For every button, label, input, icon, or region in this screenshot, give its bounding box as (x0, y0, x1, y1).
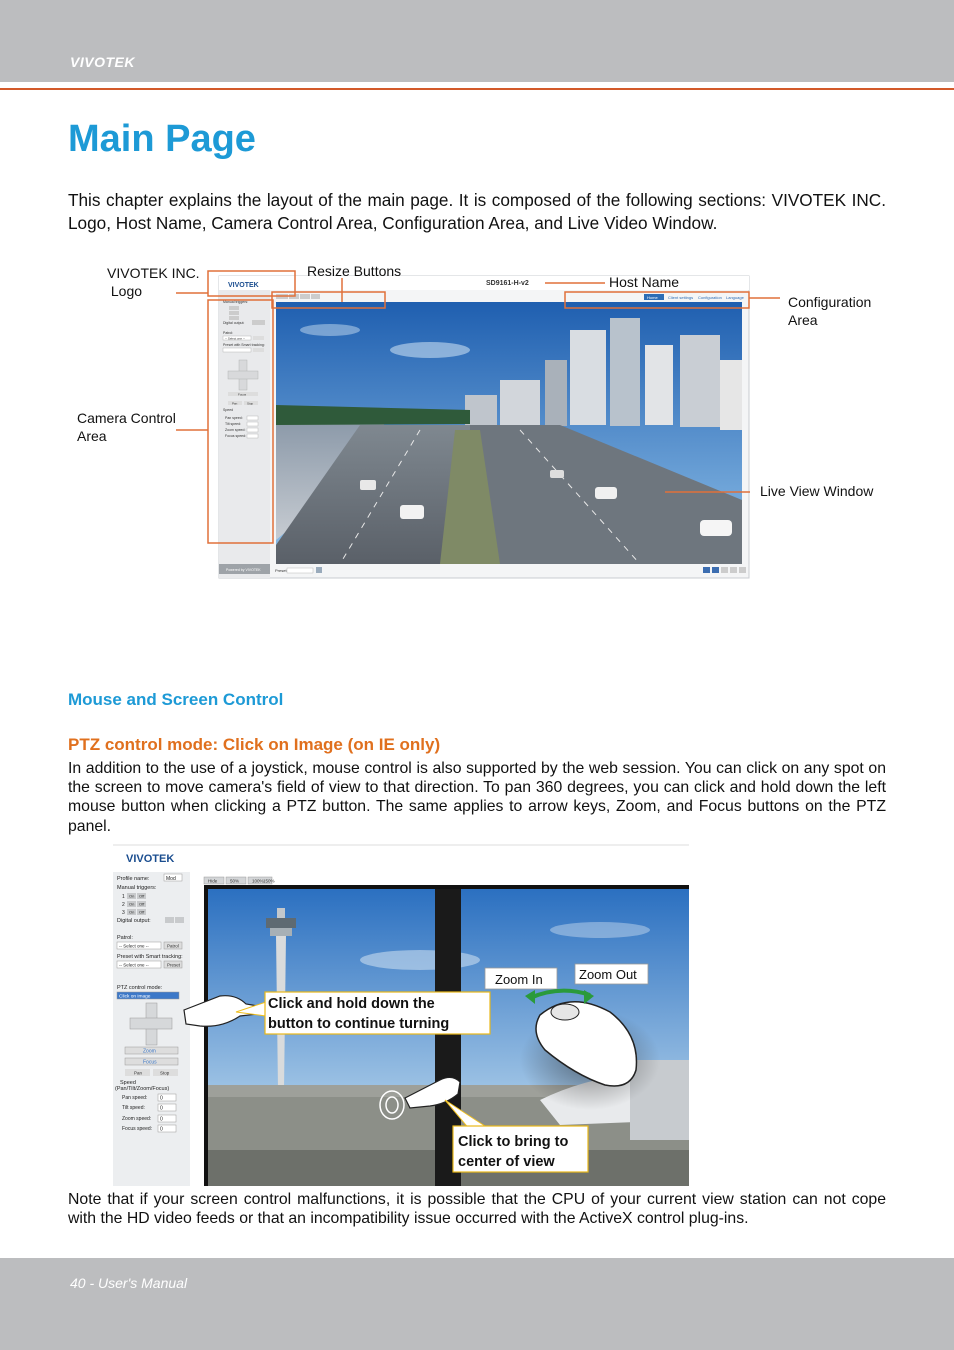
fig2-profile-value: Mod (166, 876, 176, 882)
fig2-preset-smart: Preset with Smart tracking: (117, 954, 183, 960)
fig1-panel-preset: Preset with Smart tracking: (223, 343, 265, 347)
section-subheading: PTZ control mode: Click on Image (on IE only) (68, 735, 441, 754)
fig2-off-3: Off (139, 909, 145, 915)
fig1-menu-client: Client settings (668, 295, 694, 300)
fig2-stop: Stop (160, 1070, 170, 1076)
fig2-size-50: 50% (230, 878, 240, 884)
fig1-panel-select: -- Select one -- (225, 336, 245, 341)
label-resize: Resize Buttons (307, 263, 402, 279)
fig2-speed-value-1: 0 (160, 1095, 163, 1102)
fig1-menu-lang: Language (726, 295, 744, 300)
fig2-speed-line1: Speed (120, 1080, 136, 1086)
fig1-panel-speed: Speed (223, 408, 234, 412)
fig2-size-100: 100% (252, 878, 264, 884)
note-paragraph: Note that if your screen control malfunctions, it is possible that the CPU of your current view station can not cope with the HD video feeds or that an incompatibility issue occurred with the ActiveX control plug-ins. (68, 1191, 886, 1228)
fig2-ptz-mode: PTZ control mode: (117, 985, 163, 991)
fig2-patrol-select: -- Select one -- (119, 943, 149, 949)
callout-center-line2: center of view (458, 1154, 555, 1170)
fig2-tilt-speed: Tilt speed: (122, 1105, 145, 1111)
fig1-panel-digital: Digital output: (223, 321, 245, 325)
fig2-digital-output: Digital output: (117, 918, 151, 924)
fig2-size-hide: Hide (208, 878, 218, 884)
label-logo: VIVOTEK INC. Logo (107, 265, 200, 299)
fig2-zoom-speed: Zoom speed: (122, 1116, 152, 1122)
header-rule (0, 88, 954, 90)
fig2-profile-label: Profile name: (117, 876, 150, 882)
callout-center-line1: Click to bring to (458, 1134, 569, 1150)
fig2-patrol: Patrol: (117, 935, 133, 941)
fig1-panel-tiltspeed: Tilt speed: (225, 422, 242, 426)
fig2-trigger-2: 2 (122, 902, 125, 908)
section-paragraph: In addition to the use of a joystick, mouse control is also supported by the web session. You can click on any spot on the screen to move camera's field of view to that direction. To pan 360 degrees, you can click and hold down the left mouse button when clicking a PTZ button. The same applies to arrow keys, Zoom, and Focus buttons on the PTZ panel. (68, 760, 886, 835)
fig1-menu-config: Configuration (698, 295, 722, 300)
fig2-off-2: Off (139, 901, 145, 907)
intro-paragraph: This chapter explains the layout of the main page. It is composed of the following sections: VIVOTEK INC. Logo, Host Name, Camera Control Area, Configuration Area, and Live Video Window. (68, 190, 886, 233)
fig2-off-1: Off (139, 893, 145, 899)
fig2-trigger-3: 3 (122, 910, 125, 916)
page-footer (0, 1258, 954, 1350)
fig2-on-1: On (129, 893, 135, 899)
fig2-speed-value-4: 0 (160, 1126, 163, 1133)
label-live: Live View Window (760, 483, 874, 499)
fig1-hostname: SD9161-H-v2 (486, 280, 529, 287)
fig1-panel-manual: Manual triggers: (223, 300, 249, 304)
fig1-panel-panspeed: Pan speed: (225, 416, 243, 420)
callout-hold-line2: button to continue turning (268, 1016, 450, 1032)
fig2-preset-select: -- Select one -- (119, 962, 149, 968)
fig2-ptz-mode-value: Click on image (119, 994, 151, 1000)
fig2-speed-value-2: 0 (160, 1105, 163, 1112)
fig2-zoom: Zoom (143, 1048, 156, 1055)
fig2-patrol-button: Patrol (167, 943, 179, 949)
fig2-brand: VIVOTEK (126, 853, 175, 865)
ptz-figure (0, 840, 954, 1190)
fig1-panel-focus: Focus (238, 392, 247, 397)
fig1-powered: Powered by VIVOTEK (226, 568, 261, 572)
fig1-panel-pan: Pan (232, 401, 238, 406)
fig1-menu-home: Home (647, 295, 658, 300)
fig2-manual-triggers: Manual triggers: (117, 885, 157, 891)
fig1-panel-zoomspeed: Zoom speed: (225, 428, 246, 432)
label-config: Configuration Area (788, 294, 872, 328)
page-header (0, 0, 954, 82)
fig2-speed-value-3: 0 (160, 1116, 163, 1123)
fig2-size-150: 150% (263, 878, 275, 884)
fig2-pan-speed: Pan speed: (122, 1095, 148, 1101)
fig1-brand: VIVOTEK (228, 282, 259, 289)
callout-zoom-out: Zoom Out (579, 967, 637, 982)
callout-zoom-in: Zoom In (495, 972, 543, 987)
fig2-pan: Pan (134, 1070, 143, 1076)
fig2-on-2: On (129, 901, 135, 907)
label-camera: Camera Control Area (77, 410, 176, 444)
fig2-trigger-1: 1 (122, 894, 125, 900)
page-number: 40 - User's Manual (70, 1275, 188, 1291)
fig2-on-3: On (129, 909, 135, 915)
section-heading: Mouse and Screen Control (68, 690, 284, 709)
fig1-panel-stop: Stop (247, 401, 254, 406)
fig2-focus: Focus (143, 1059, 157, 1066)
label-host: Host Name (609, 274, 680, 290)
page-title: Main Page (68, 118, 256, 160)
fig1-panel-patrol: Patrol: (223, 331, 234, 335)
header-brand: VIVOTEK (70, 54, 135, 70)
fig1-panel-focusspeed: Focus speed: (225, 434, 247, 438)
fig2-preset-button: Preset (167, 962, 181, 968)
fig2-speed-line2: (Pan/Tilt/Zoom/Focus) (115, 1086, 170, 1092)
fig2-focus-speed: Focus speed: (122, 1126, 153, 1132)
fig1-preset-label: Preset (275, 568, 287, 573)
callout-hold-line1: Click and hold down the (268, 996, 435, 1012)
